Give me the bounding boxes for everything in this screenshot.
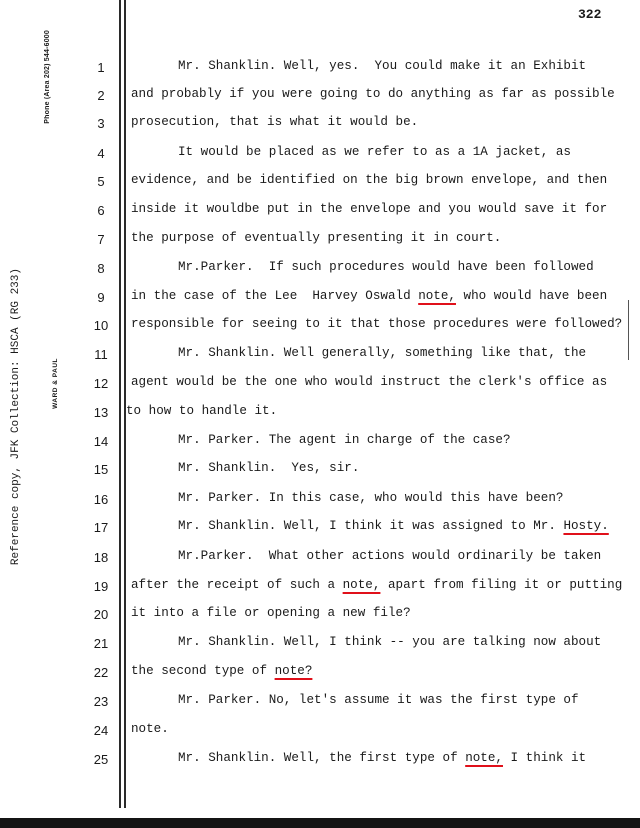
transcript-line	[131, 721, 169, 737]
transcript-line	[131, 577, 622, 593]
line-segment: the purpose of eventually presenting it in court.	[131, 231, 502, 245]
right-edge-rule	[628, 300, 629, 360]
transcript-line	[178, 692, 579, 708]
transcript-line	[178, 750, 586, 766]
underlined-word: Hosty.	[563, 519, 609, 533]
line-segment: Mr. Shanklin. Well, I think it was assigned to Mr.	[178, 519, 564, 533]
line-segment: responsible for seeing to it that those procedures were followed?	[131, 317, 623, 331]
transcript-line	[131, 230, 501, 246]
transcript-line	[131, 663, 312, 679]
transcript-line	[178, 490, 563, 506]
line-segment: evidence, and be identified on the big brown envelope, and then	[131, 173, 608, 187]
underlined-word: note,	[465, 751, 503, 765]
transcript-line	[178, 518, 609, 534]
margin-reference-stamp: Reference copy, JFK Collection: HSCA (RG 233)	[10, 268, 22, 566]
line-segment: I think it	[502, 751, 587, 765]
transcript-line	[178, 144, 571, 160]
line-number: 23	[93, 694, 109, 709]
transcript-line	[131, 172, 607, 188]
line-number: 11	[94, 347, 108, 362]
line-number: 15	[93, 462, 109, 477]
line-number: 18	[93, 550, 109, 565]
line-segment: Mr.Parker. What other actions would ordinarily be taken	[178, 549, 602, 563]
transcript-line	[131, 316, 622, 332]
line-segment: to how to handle it.	[126, 404, 278, 418]
line-segment: Mr.Parker. If such procedures would have been followed	[178, 260, 594, 274]
transcript-line	[178, 432, 511, 448]
line-segment: Mr. Shanklin. Well, the first type of	[178, 751, 466, 765]
line-segment: note.	[131, 722, 169, 736]
line-number: 4	[97, 146, 105, 161]
line-segment: in the case of the Lee Harvey Oswald	[131, 289, 419, 303]
line-number: 19	[93, 579, 109, 594]
line-number: 14	[93, 434, 109, 449]
line-segment: Mr. Shanklin. Well, yes. You could make it an Exhibit	[178, 59, 587, 73]
line-number: 12	[93, 376, 109, 391]
underlined-word: note,	[418, 289, 456, 303]
line-segment: Mr. Shanklin. Well generally, something like that, the	[178, 346, 587, 360]
transcript-line	[126, 403, 277, 419]
margin-firm-name: WARD & PAUL	[52, 358, 59, 409]
line-segment: prosecution, that is what it would be.	[131, 115, 419, 129]
line-segment: inside it wouldbe put in the envelope and you would save it for	[131, 202, 608, 216]
line-segment: Mr. Shanklin. Yes, sir.	[178, 461, 360, 475]
line-segment: It would be placed as we refer to as a 1A jacket, as	[178, 145, 571, 159]
line-number: 22	[93, 665, 109, 680]
line-number: 25	[93, 752, 109, 767]
line-number: 7	[97, 232, 105, 247]
line-number: 16	[93, 492, 109, 507]
line-number: 17	[93, 520, 109, 535]
margin-rule-left	[119, 0, 121, 808]
line-number: 9	[97, 290, 105, 305]
transcript-line	[131, 605, 411, 621]
transcript-line	[178, 58, 586, 74]
line-number: 5	[97, 174, 105, 189]
margin-phone-number: Phone (Area 202) 544-6000	[44, 30, 51, 124]
transcript-line	[131, 201, 607, 217]
line-segment: apart from filing it or putting	[380, 578, 623, 592]
transcript-line	[178, 634, 601, 650]
line-number: 2	[97, 88, 105, 103]
line-number: 13	[93, 405, 109, 420]
line-segment: Mr. Shanklin. Well, I think -- you are talking now about	[178, 635, 602, 649]
line-segment: and probably if you were going to do anything as far as possible	[131, 87, 615, 101]
line-number: 10	[93, 318, 109, 333]
bottom-scan-edge	[0, 818, 640, 828]
line-number: 1	[97, 60, 105, 75]
line-number: 3	[97, 116, 105, 131]
transcript-line	[178, 548, 601, 564]
underlined-word: note?	[274, 664, 313, 678]
line-segment: Mr. Parker. In this case, who would this have been?	[178, 491, 564, 505]
line-number: 20	[93, 607, 109, 622]
line-number: 21	[93, 636, 109, 651]
transcript-line	[131, 86, 615, 102]
transcript-line	[131, 288, 607, 304]
underlined-word: note,	[342, 578, 381, 592]
line-segment: agent would be the one who would instruct the clerk's office as	[131, 375, 608, 389]
line-segment: who would have been	[455, 289, 608, 303]
transcript-line	[178, 345, 586, 361]
line-number: 24	[93, 723, 109, 738]
line-segment: Mr. Parker. No, let's assume it was the first type of	[178, 693, 579, 707]
line-segment: it into a file or opening a new file?	[131, 606, 411, 620]
page-number: 322	[578, 7, 602, 22]
transcript-line	[131, 114, 418, 130]
transcript-line	[131, 374, 607, 390]
line-segment: Mr. Parker. The agent in charge of the case?	[178, 433, 511, 447]
line-segment: after the receipt of such a	[131, 578, 343, 592]
transcript-line	[178, 460, 359, 476]
line-segment: the second type of	[131, 664, 275, 678]
transcript-line	[178, 259, 594, 275]
line-number: 8	[97, 261, 105, 276]
line-number: 6	[97, 203, 105, 218]
